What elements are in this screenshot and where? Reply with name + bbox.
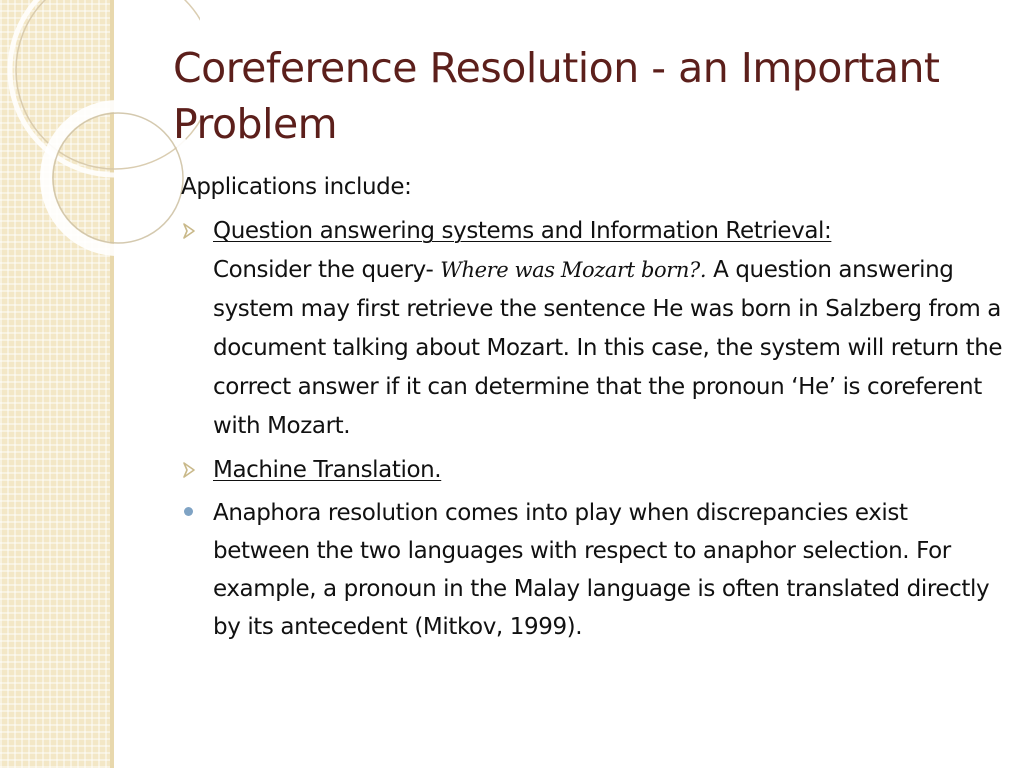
dot-bullet-icon	[184, 507, 193, 516]
decorative-ring-small	[46, 106, 190, 250]
example-query: Where was Mozart born?.	[440, 258, 707, 282]
item-heading: Machine Translation.	[213, 457, 442, 483]
slide-title: Coreference Resolution - an Important Problem	[173, 44, 940, 148]
decorative-rings	[0, 0, 200, 260]
intro-text: Applications include:	[181, 174, 412, 200]
decorative-ring-large	[10, 0, 200, 175]
item-heading: Question answering systems and Information Retrieval:	[213, 218, 832, 244]
decorative-ring-small-shadow	[53, 113, 183, 243]
list-item-anaphora	[181, 494, 1011, 646]
list-item-machine-translation	[181, 452, 1011, 488]
item-body-rest: A question answering system may first retrieve the sentence He was born in Salzberg from a document talking about Mozart. In this case, the system will return the correct answer if it can determine that the pronoun ‘He’ is coreferent with Mozart.	[213, 257, 1003, 439]
arrow-bullet-icon	[181, 458, 199, 482]
arrow-bullet-icon	[181, 219, 199, 243]
item-body-lead: Consider the query-	[213, 257, 441, 283]
list-item-question-answering	[181, 213, 1011, 446]
item-body: Anaphora resolution comes into play when discrepancies exist between the two languages with respect to anaphor selection. For example, a pronoun in the Malay language is often translated directly by its antecedent (Mitkov, 1999).	[213, 500, 990, 640]
item-body	[213, 251, 1011, 446]
slide-content	[181, 170, 1011, 652]
